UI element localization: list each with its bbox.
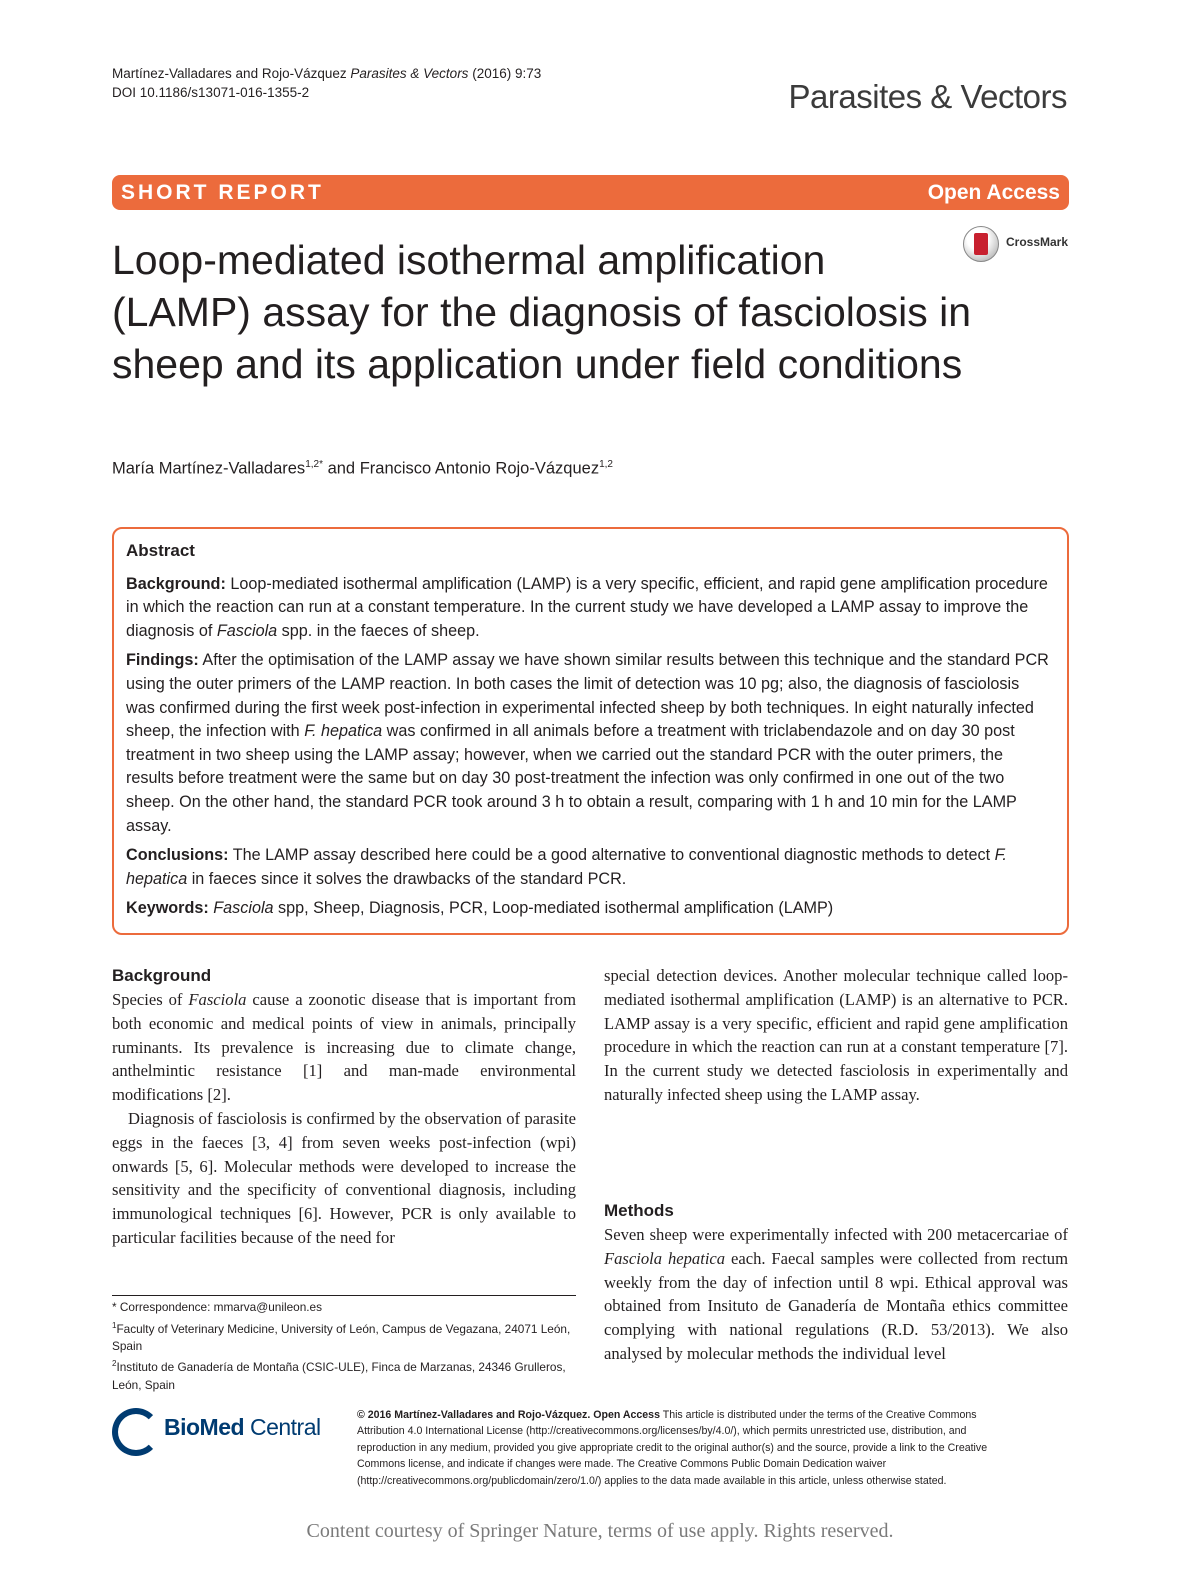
methods-section <box>604 1199 1068 1366</box>
author-name: María Martínez-Valladares <box>112 459 306 478</box>
publisher-name-bold: BioMed <box>164 1414 245 1440</box>
journal-logo: Parasites & Vectors <box>788 78 1067 115</box>
open-access-label: Open Access <box>927 181 1060 204</box>
affiliation-1 <box>112 1317 576 1356</box>
abstract-text: Loop-mediated isothermal amplification (LAMP) is a very specific, efficient, and rapid gene amplification procedure in which the reaction can run at a constant temperature. In the current study we have developed a LAMP assay to improve the diagnosis of <box>126 574 1048 640</box>
affiliation-mark: 1 <box>112 1320 117 1330</box>
affiliation-text: Instituto de Ganadería de Montaña (CSIC-ULE), Finca de Marzanas, 24346 Grulleros, León, Spain <box>112 1360 566 1392</box>
running-header-citation <box>112 64 541 102</box>
abstract-text: The LAMP assay described here could be a good alternative to conventional diagnostic methods to detect <box>228 846 995 865</box>
author-affiliation-mark: 1,2* <box>305 459 323 470</box>
abstract-keywords <box>126 897 1051 921</box>
abstract-background <box>126 573 1051 644</box>
copyright-notice: © 2016 Martínez-Valladares and Rojo-Vázquez. Open Access <box>357 1409 660 1421</box>
crossmark-badge[interactable] <box>963 226 1075 262</box>
publisher-name-regular: Central <box>244 1414 321 1440</box>
abstract-conclusions <box>126 844 1051 891</box>
section-label: Findings: <box>126 651 199 670</box>
abstract-text: in faeces since it solves the drawbacks of the standard PCR. <box>187 869 627 888</box>
body-column-left <box>112 964 576 1250</box>
abstract-content <box>126 539 1051 927</box>
correspondence-note: * Correspondence: mmarva@unileon.es <box>112 1300 323 1314</box>
affiliation-2 <box>112 1355 576 1394</box>
section-heading-methods: Methods <box>604 1201 674 1220</box>
section-heading-background: Background <box>112 966 212 985</box>
license-statement <box>357 1407 1025 1489</box>
biomed-central-logo <box>112 1408 342 1454</box>
author-name: Francisco Antonio Rojo-Vázquez <box>359 459 600 478</box>
body-text: each. Faecal samples were collected from rectum weekly from the day of infection until 8 wpi. Ethical approval was obtained from Insituto de Ganadería de Montaña ethics committee complying with national regulations (R.D. 53/2013). We also analysed by molecular methods the individual level <box>604 1248 1068 1363</box>
crossmark-label: CrossMark <box>1006 235 1069 249</box>
citation-line <box>112 64 541 83</box>
biomed-central-logo-icon <box>112 1408 160 1456</box>
body-text: Species of <box>112 990 189 1009</box>
abstract-text: spp. in the faeces of sheep. <box>277 621 480 640</box>
abstract-heading: Abstract <box>126 541 195 560</box>
footnotes <box>112 1299 576 1394</box>
species-name: F. hepatica <box>126 846 1007 888</box>
publisher-name <box>164 1414 321 1441</box>
author-separator: and <box>322 459 360 478</box>
citation-journal: Parasites & Vectors <box>350 66 469 81</box>
article-type-label: SHORT REPORT <box>121 181 324 204</box>
abstract-text: was confirmed in all animals before a treatment with triclabendazole and on day 30 post treatment in two sheep using the LAMP assay; however, when we carried out the standard PCR with the outer primers, the results before treatment were the same but on day 30 post-treatment the infection was only confirmed in one out of the two sheep. On the other hand, the standard PCR took around 3 h to obtain a result, comparing with 1 h and 10 min for the LAMP assay. <box>126 722 1017 835</box>
footnote-divider <box>112 1295 576 1296</box>
citation-details: (2016) 9:73 <box>472 66 542 81</box>
section-label: Conclusions: <box>126 846 229 865</box>
species-name: Fasciola <box>216 621 278 640</box>
abstract-findings <box>126 649 1051 838</box>
species-name: Fasciola <box>188 990 247 1009</box>
body-paragraph-continued: special detection devices. Another molecular technique called loop-mediated isothermal amplification (LAMP) is an alternative to PCR. LAMP assay is a very specific, efficient and rapid gene amplification procedure in which the reaction can run at a constant temperature [7]. In the current study we detected fasciolosis in experimentally and naturally infected sheep using the LAMP assay. <box>604 966 1068 1104</box>
author-affiliation-mark: 1,2 <box>599 459 613 470</box>
body-paragraph <box>604 1223 1068 1366</box>
species-name: Fasciola hepatica <box>604 1248 726 1268</box>
abstract-text: After the optimisation of the LAMP assay we have shown similar results between this technique and the standard PCR using the outer primers of the LAMP reaction. In both cases the limit of detection was 10 pg; also, the diagnosis of fasciolosis was confirmed during the first week post-infection in experimental infected sheep by both techniques. In eight naturally infected sheep, the infection with <box>126 651 1049 741</box>
author-list <box>112 459 613 479</box>
citation-authors: Martínez-Valladares and Rojo-Vázquez <box>112 66 347 81</box>
body-text: Seven sheep were experimentally infected with 200 metacercariae of <box>604 1225 1068 1244</box>
doi: DOI 10.1186/s13071-016-1355-2 <box>112 85 310 100</box>
species-name: F. hepatica <box>304 722 383 741</box>
body-paragraph: Diagnosis of fasciolosis is confirmed by the observation of parasite eggs in the faeces [3, 4] from seven weeks post-infection (wpi) onwards [5, 6]. Molecular methods were developed to increase the sensitivity and the specificity of conventional diagnosis, including immunological techniques [6]. However, PCR is only available to particular facilities because of the need for <box>112 1108 576 1247</box>
body-paragraph <box>112 988 576 1107</box>
body-column-right <box>604 964 1068 1107</box>
body-text: cause a zoonotic disease that is important from both economic and medical points of view in animals, principally ruminants. Its prevalence is increasing due to climate change, anthelmintic resistance [1] and man-made environmental modifications [2]. <box>112 990 577 1105</box>
courtesy-notice: Content courtesy of Springer Nature, terms of use apply. Rights reserved. <box>306 1520 894 1542</box>
keyword-italic: Fasciola <box>213 899 274 918</box>
abstract-box <box>112 527 1069 935</box>
keywords-text: spp, Sheep, Diagnosis, PCR, Loop-mediated isothermal amplification (LAMP) <box>273 899 834 918</box>
bookmark-flag-icon <box>974 233 988 255</box>
section-label: Background: <box>126 574 226 593</box>
license-text: This article is distributed under the terms of the Creative Commons Attribution 4.0 International License (http://creativecommons.org/licenses/by/4.0/), which permits unrestricted use, distribution, and reproduction in any medium, provided you give appropriate credit to the original author(s) and the source, provide a link to the Creative Commons license, and indicate if changes were made. The Creative Commons Public Domain Dedication waiver (http://creativecommons.org/publicdomain/zero/1.0/) applies to the data made available in this article, unless otherwise stated. <box>357 1409 988 1487</box>
affiliation-text: Faculty of Veterinary Medicine, University of León, Campus de Vegazana, 24071 León, Spain <box>112 1321 571 1353</box>
section-label: Keywords: <box>126 899 209 918</box>
article-type-banner <box>112 175 1069 210</box>
affiliation-mark: 2 <box>112 1359 117 1369</box>
article-title: Loop-mediated isothermal amplification (LAMP) assay for the diagnosis of fasciolosis in sheep and its application under field conditions <box>112 237 972 387</box>
